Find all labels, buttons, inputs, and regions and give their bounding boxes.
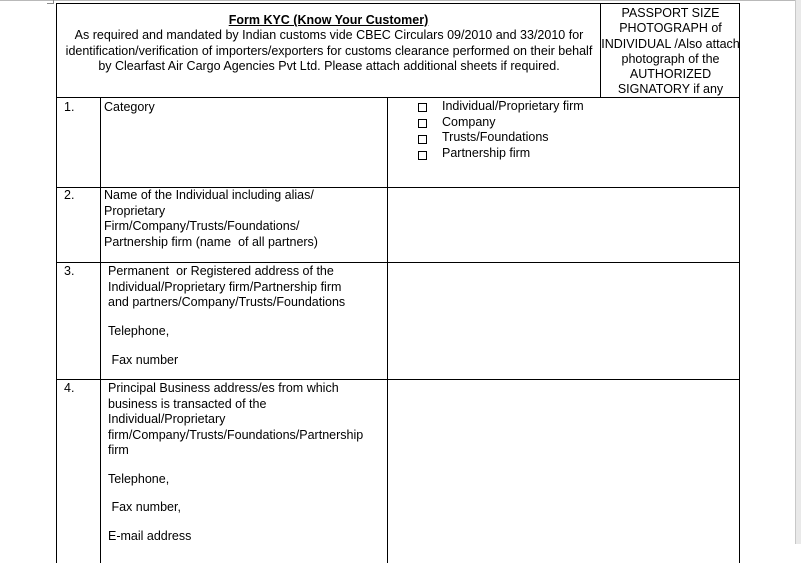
form-top-border xyxy=(56,3,740,4)
row-3-label-line-1: Permanent or Registered address of the xyxy=(108,264,334,278)
option-trusts-label: Trusts/Foundations xyxy=(442,130,549,144)
checkbox-individual[interactable] xyxy=(418,103,427,112)
row-4-label-line-5: firm xyxy=(108,443,129,457)
option-partnership-label: Partnership firm xyxy=(442,146,531,160)
form-title: Form KYC (Know Your Customer) xyxy=(228,13,429,27)
option-company-label: Company xyxy=(442,115,496,129)
row-4-label-line-3: Individual/Proprietary xyxy=(108,412,226,426)
window-top-edge xyxy=(0,0,801,1)
row-3-value-field[interactable] xyxy=(388,263,739,379)
checkbox-trusts[interactable] xyxy=(418,135,427,144)
form-left-border xyxy=(56,3,57,563)
row-2-value-field[interactable] xyxy=(388,188,739,262)
row-3-number: 3. xyxy=(64,264,75,278)
checkbox-partnership[interactable] xyxy=(418,151,427,160)
number-column-divider xyxy=(100,97,101,563)
vertical-scrollbar-track[interactable] xyxy=(795,0,801,544)
page-corner-mark xyxy=(47,0,54,4)
row-2-label-line-3: Firm/Company/Trusts/Foundations/ xyxy=(104,219,300,233)
row-4-number: 4. xyxy=(64,381,75,395)
row-4-value-field[interactable] xyxy=(388,380,739,544)
row-2-label-line-4: Partnership firm (name of all partners) xyxy=(104,234,318,249)
photo-box-label: PASSPORT SIZE PHOTOGRAPH of INDIVIDUAL /Also attach photograph of the AUTHORIZED SIGNATORY if any xyxy=(601,6,740,97)
row-4-label-line-2: business is transacted of the xyxy=(108,396,267,411)
row-4-label-line-1: Principal Business address/es from which xyxy=(108,381,339,395)
option-individual-label: Individual/Proprietary firm xyxy=(442,99,584,113)
checkbox-company[interactable] xyxy=(418,119,427,128)
row-3-label-line-3: and partners/Company/Trusts/Foundations xyxy=(108,295,346,309)
row-2-label-line-2: Proprietary xyxy=(104,203,166,218)
row-3-label-line-2: Individual/Proprietary firm/Partnership firm xyxy=(108,279,342,294)
row-4-telephone-label: Telephone, xyxy=(108,471,170,486)
row-3-telephone-label: Telephone, xyxy=(108,324,170,338)
row-1-number: 1. xyxy=(64,100,75,114)
row-1-label: Category xyxy=(104,100,155,114)
row-4-label-line-4: firm/Company/Trusts/Foundations/Partnership xyxy=(108,427,364,442)
row-4-email-label: E-mail address xyxy=(108,529,192,543)
kyc-form xyxy=(56,3,740,563)
row-2-label-line-1: Name of the Individual including alias/ xyxy=(104,188,314,202)
row-4-fax-label: Fax number, xyxy=(108,500,181,514)
form-description: As required and mandated by Indian customs vide CBEC Circulars 09/2010 and 33/2010 for identification/verification of importers/exporters for customs clearance performed on their behalf by Clearfast Air Cargo Agencies Pvt Ltd. Please attach additional sheets if required. xyxy=(65,28,593,73)
row-3-fax-label: Fax number xyxy=(108,352,179,367)
row-2-number: 2. xyxy=(64,188,75,202)
